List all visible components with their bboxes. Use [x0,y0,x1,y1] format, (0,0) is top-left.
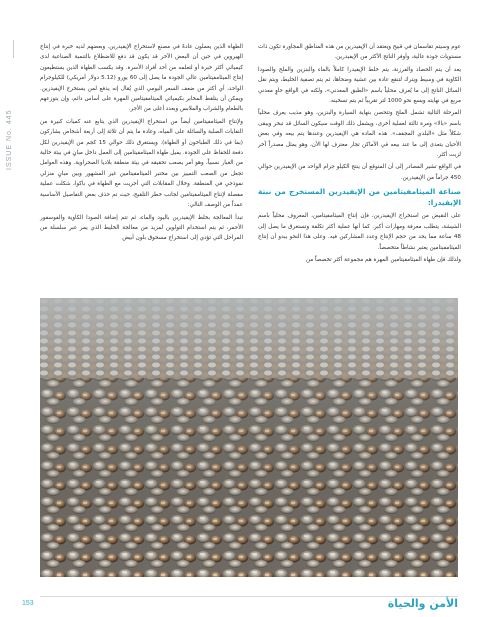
paragraph: في الواقع تشير المصادر إلى أن المتوقع أن ينتج الكيلو جرام الواحد من الإيفيدرين حوالي 450 جراماً من الإيفيدرين. [258,164,461,181]
magazine-title: الأمن والحياة [387,597,458,610]
paragraph: عوم وسيتم تقاسمان في قبيح ويعتقد أن الإيفيدرين من هذه المناطق المجاورة تكون ذات مستويات جودة عالية، وأوفر الناتج الأكثر من الإيفيدرين. [258,44,461,61]
bottles-illustration [40,298,458,577]
paragraph: على النقيض من استخراج الإيفيدرين، فإن إنتاج الميثامفيتامين، المعروف محلياً باسم الشيشة، يتطلب معرفة ومهارات أكبر. كما أنها عملية أكثر تكلفة وتستغرق ما يصل إلى 48 ساعة مما يحد من حجم الإنتاج وعدد المشاركين فيه. وعلى هذا النحو يبدو أن إنتاج الميثامفيتامين يعتبر نشاطاً متخصصاً. [258,213,461,251]
right-column [258,42,461,267]
paragraph: الطهاة الذين يعملون عادةً في مصنع لاستخراج الإيفيدرين. وبعضهم لديه خبرة في إنتاج الهيروين في حين أن البعض الآخر قد يكون قد دفع للاضطلاع بالتنمية الصناعية لدى كيميائي أكثر خبرة أو لتعلمه من أحد أفراد الأسرة. وقد يكسب الطهاة الذين يستطيعون إنتاج الميثامفيتامين عالي الجودة ما يصل إلى 60 يورو (5.12 دولار أمريكي) للكيلوجرام الواحد، أي أكثر من ضعف السعر اليومي الذي يُقال إنه يدفع لمن يستخرج الإيفيدرين. ويمكن أن يتلقط المخابر بكيميائي الميثامفيتامين المهرة على أساس دائم، وإن يتوزعهم بالطعام والشراب والملابس وبعدد أعلى من الأجر. [40,44,243,113]
paragraph: يعد أن يتم الحصاد والفرزنة، يتم خلط الإيفيدرا كاملاً بالماء والبنزين والملح والصودا الكاوية في وسيط ويترك لتنقع عادة بين عشية وضحاها، ثم يتم تصفية الخليط، ويتم نقل السائل الناتج إلى ما يُعرف محلياً باسم «الطبق المعدني»، ولكنه في الواقع حاوٍ معدني مربع في نهايته ويسع نحو 1000 لتر تقريباً ثم يتم تسخينه. [258,66,461,105]
bottles-photo [40,298,458,577]
left-column [40,42,243,246]
paragraph: ولإنتاج الميثامفيتامين أيضاً من استخراج الإيفيدرين الذي يتابع عنه كميات كبيرة من النفايات الصلبة والسائلة على المياه، وعادة ما يتم أن ثلاثة إلى أربعة أشخاص يشاركون (بما في ذلك الطباخون أو الطهاة). ويستغرق ذلك حوالي 15 كجم من الإيفيدرين لكل دفعة للحفاظ على الجودة. يميل طهاة الميثامفيتامين إلى العمل داخل مبانٍ في بيئة خالية من الغبار نسبياً، وهو أمر يصعب تحقيقه في بيئة منطقة بلاديا الصحراوية. وهذه العوامل تجعل من الصعب التمييز بين مختبر الميثامفيتامين غير المشهور وبين مبانٍ منزلي نموذجي في المنطقة. وخلال المقابلات التي أجريت مع الطهاة في باكوا، شكلت عملية مفصلة لإنتاج الميثامفيتامين لجانب خطر التلقيح، حيث تم حذف بعض التفاصيل الأساسية عمداً من الوصف التالي: [40,118,243,209]
page-number: 153 [22,600,34,607]
paragraph: تبدأ المعالجة بخلط الإيفيدرين باليود والماء، ثم تتم إضافة الصودا الكاوية والفوسفور الأحمر، ثم يتم استخدام التولوين لمزيد من معالجة الخليط الذي يمر عبر سلسلة من المراحل التي تؤدي إلى استخراج مسحوق بلون أبيض [40,214,243,242]
section-heading: صناعة الميثامفيتامين من الإيفيدرين المستخرج من نبتة الإيفيدرا: [258,187,461,208]
issue-label: ISSUE No. 445 [6,109,13,170]
side-separator [13,40,14,58]
paragraph: المرحلة التالية تشمل الملح وتتحصن بنهاية السيارة والبنزين، وهو مذيب يعرف محلياً باسم «بالا» ومرة ثالثة لعملية أخرى، ويشمل ذلك الوقت سيكون السائل قد تبخر ويبقى شكلاً مثل «البلدي المجفف». هذه المادة هي الإيفيدرين وعندها يتم بيعه وفي بعض الأحيان يتعدى إلى ما عند بيعه في الأماكن تجار معترف لها الأن، وهو يمثل مصدراً آخر لزيت أكثر. [258,110,461,159]
paragraph: ولذلك فإن طهاة الميثامفيتامين المهرة هم مجموعة أكثر تخصصاً من [306,256,461,263]
